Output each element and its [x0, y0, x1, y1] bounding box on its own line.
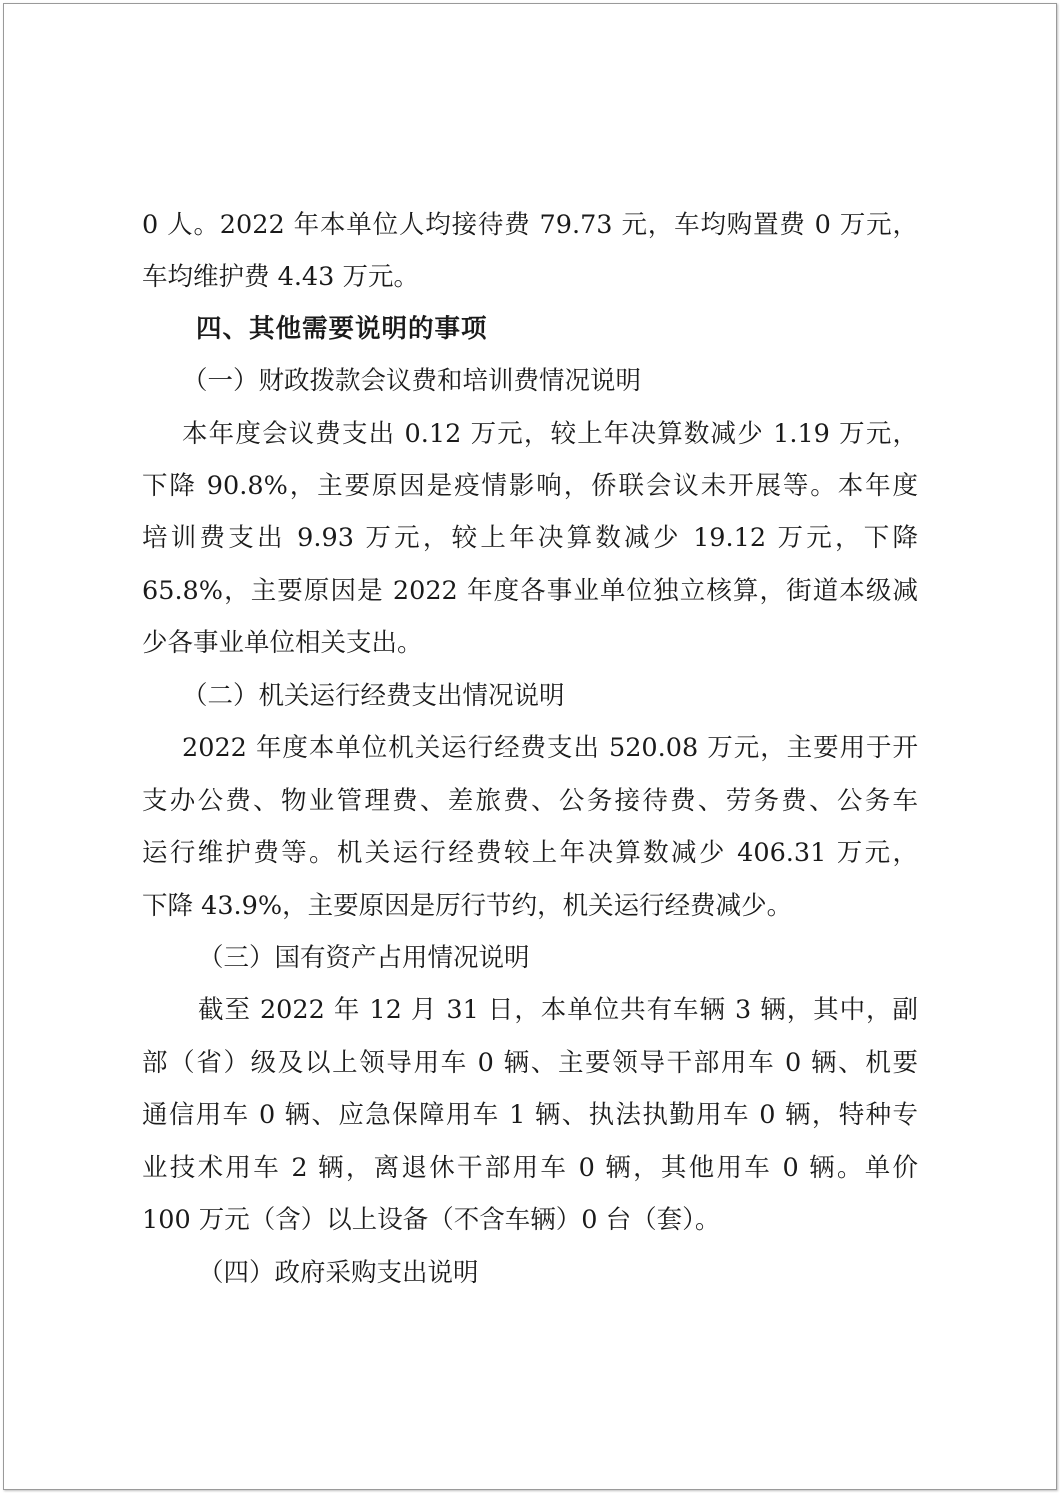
subsection-2-line-4: 下降 43.9%，主要原因是厉行节约，机关运行经费减少。: [142, 891, 793, 921]
subsection-1-line-4: 65.8%，主要原因是 2022 年度各事业单位独立核算，街道本级减: [142, 576, 918, 606]
subsection-2-line-2: 支办公费、物业管理费、差旅费、公务接待费、劳务费、公务车: [142, 786, 918, 816]
subsection-1-line-3: 培训费支出 9.93 万元，较上年决算数减少 19.12 万元，下降: [142, 523, 918, 553]
subsection-3-line-5: 100 万元（含）以上设备（不含车辆）0 台（套）。: [142, 1205, 721, 1235]
subsection-1-title: （一）财政拨款会议费和培训费情况说明: [182, 366, 642, 396]
subsection-3-line-3: 通信用车 0 辆、应急保障用车 1 辆、执法执勤用车 0 辆，特种专: [142, 1100, 918, 1130]
section-title: 四、其他需要说明的事项: [196, 314, 488, 344]
subsection-3-line-1: 截至 2022 年 12 月 31 日，本单位共有车辆 3 辆，其中，副: [198, 995, 918, 1025]
subsection-3-line-4: 业技术用车 2 辆，离退休干部用车 0 辆，其他用车 0 辆。单价: [142, 1153, 918, 1183]
subsection-3-line-2: 部（省）级及以上领导用车 0 辆、主要领导干部用车 0 辆、机要: [142, 1048, 918, 1078]
subsection-1-line-1: 本年度会议费支出 0.12 万元，较上年决算数减少 1.19 万元，: [182, 419, 918, 449]
intro-line-1: 0 人。2022 年本单位人均接待费 79.73 元，车均购置费 0 万元，: [142, 210, 918, 240]
subsection-2-title: （二）机关运行经费支出情况说明: [182, 681, 565, 711]
subsection-4-title: （四）政府采购支出说明: [198, 1258, 479, 1288]
subsection-1-line-5: 少各事业单位相关支出。: [142, 628, 423, 658]
subsection-1-line-2: 下降 90.8%，主要原因是疫情影响，侨联会议未开展等。本年度: [142, 471, 918, 501]
intro-line-2: 车均维护费 4.43 万元。: [142, 262, 419, 292]
subsection-2-line-3: 运行维护费等。机关运行经费较上年决算数减少 406.31 万元，: [142, 838, 918, 868]
subsection-2-line-1: 2022 年度本单位机关运行经费支出 520.08 万元，主要用于开: [182, 733, 918, 763]
subsection-3-title: （三）国有资产占用情况说明: [198, 943, 530, 973]
